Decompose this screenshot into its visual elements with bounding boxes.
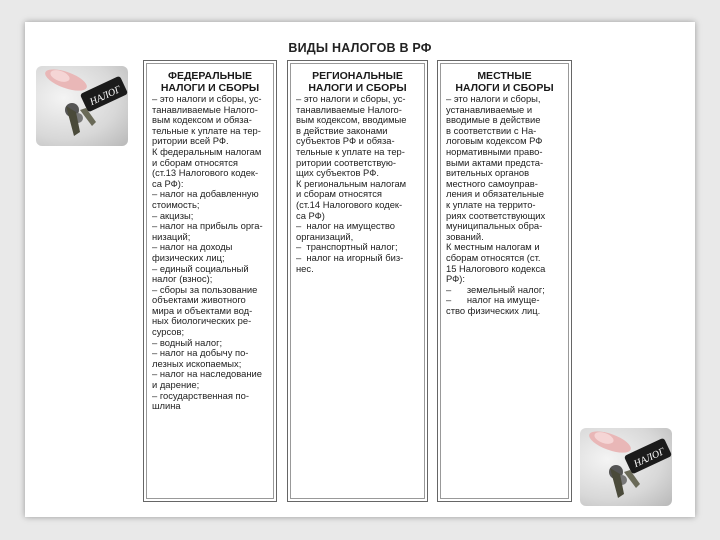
federal-taxes-heading: ФЕДЕРАЛЬНЫЕ НАЛОГИ И СБОРЫ bbox=[160, 70, 260, 94]
text-line: и дарение; bbox=[152, 379, 200, 391]
page-title: ВИДЫ НАЛОГОВ В РФ bbox=[288, 41, 432, 55]
text-line: риях соответствующих bbox=[446, 209, 546, 221]
text-line: низаций; bbox=[152, 230, 191, 242]
federal-taxes-column bbox=[143, 60, 277, 502]
local-taxes-text bbox=[446, 94, 563, 316]
text-line: – налог на игорный биз- bbox=[296, 251, 404, 263]
text-line: К региональным налогам bbox=[296, 177, 407, 189]
text-line: – сборы за пользование bbox=[152, 283, 258, 295]
text-line: выми актами предста- bbox=[446, 156, 544, 168]
text-line: тельные к уплате на тер- bbox=[296, 145, 405, 157]
text-line: щих субъектов РФ. bbox=[296, 167, 379, 179]
text-line: ство физических лиц. bbox=[446, 304, 541, 316]
text-line: и сборам относятся bbox=[152, 156, 238, 168]
text-line: танавливаемые Налого- bbox=[152, 103, 258, 115]
text-line: – это налоги и сборы, ус- bbox=[296, 93, 406, 104]
text-line: – налог на наследование bbox=[152, 368, 262, 380]
text-line: вым кодексом, вводимые bbox=[296, 114, 407, 126]
text-line: ритории соответствую- bbox=[296, 156, 397, 168]
regional-taxes-heading: РЕГИОНАЛЬНЫЕ НАЛОГИ И СБОРЫ bbox=[308, 70, 407, 94]
text-line: вительных органов bbox=[446, 167, 530, 179]
text-line: вводимые в действие bbox=[446, 114, 541, 126]
regional-taxes-text bbox=[296, 94, 419, 274]
text-line: са РФ) bbox=[296, 209, 325, 221]
text-line: са РФ): bbox=[152, 177, 184, 189]
text-line: К федеральным налогам bbox=[152, 145, 262, 157]
tax-keychain-image bbox=[36, 66, 128, 146]
text-line: устанавливаемые и bbox=[446, 103, 533, 115]
text-line: объектами животного bbox=[152, 294, 246, 306]
text-line: ритории всей РФ. bbox=[152, 135, 229, 147]
text-line: – земельный налог; bbox=[446, 283, 545, 295]
text-line: – акцизы; bbox=[152, 209, 194, 221]
text-line: местного самоуправ- bbox=[446, 177, 538, 189]
text-line: шлина bbox=[152, 400, 181, 412]
text-line: лезных ископаемых; bbox=[152, 357, 242, 369]
text-line: – налог на добавленную bbox=[152, 188, 259, 200]
local-taxes-column bbox=[437, 60, 572, 502]
text-line: физических лиц; bbox=[152, 251, 225, 263]
text-line: – водный налог; bbox=[152, 336, 223, 348]
text-line: – налог на прибыль орга- bbox=[152, 220, 263, 232]
text-line: 15 Налогового кодекса bbox=[446, 262, 546, 274]
text-line: (ст.14 Налогового кодек- bbox=[296, 198, 403, 210]
text-line: – налог на имуще- bbox=[446, 294, 540, 306]
text-line: тельные к уплате на тер- bbox=[152, 124, 261, 136]
text-line: нормативными право- bbox=[446, 145, 543, 157]
text-line: сурсов; bbox=[152, 326, 185, 338]
federal-taxes-text bbox=[152, 94, 268, 412]
text-line: субъектов РФ и обяза- bbox=[296, 135, 395, 147]
text-line: мира и объектами вод- bbox=[152, 304, 253, 316]
text-line: к уплате на террито- bbox=[446, 198, 536, 210]
text-line: ных биологических ре- bbox=[152, 315, 252, 327]
text-line: ления и обязательные bbox=[446, 188, 544, 200]
text-line: – налог на добычу по- bbox=[152, 347, 249, 359]
text-line: К местным налогам и bbox=[446, 241, 540, 253]
text-line: налог (взнос); bbox=[152, 273, 213, 285]
local-taxes-heading: МЕСТНЫЕ НАЛОГИ И СБОРЫ bbox=[455, 70, 554, 94]
text-line: нес. bbox=[296, 262, 314, 274]
text-line: – единый социальный bbox=[152, 262, 249, 274]
text-line: – налог на доходы bbox=[152, 241, 233, 253]
text-line: в соответствии с На- bbox=[446, 124, 537, 136]
text-line: – государственная по- bbox=[152, 389, 249, 401]
badge-text-duplicate: НАЛОГ bbox=[632, 446, 667, 471]
text-line: организаций, bbox=[296, 230, 354, 242]
regional-taxes-column bbox=[287, 60, 428, 502]
text-line: танавливаемые Налого- bbox=[296, 103, 402, 115]
text-line: логовым кодексом РФ bbox=[446, 135, 543, 147]
text-line: в действие законами bbox=[296, 124, 388, 136]
text-line: стоимость; bbox=[152, 198, 200, 210]
text-line: и сборам относятся bbox=[296, 188, 382, 200]
text-line: вым кодексом и обяза- bbox=[152, 114, 252, 126]
text-line: – это налоги и сборы, ус- bbox=[152, 93, 262, 104]
text-line: (ст.13 Налогового кодек- bbox=[152, 167, 259, 179]
text-line: муниципальных обра- bbox=[446, 220, 543, 232]
text-line: РФ): bbox=[446, 273, 466, 285]
text-line: зований. bbox=[446, 230, 484, 242]
text-line: – это налоги и сборы, bbox=[446, 93, 541, 104]
badge-text: НАЛОГ bbox=[88, 84, 123, 109]
tax-keychain-image-duplicate bbox=[580, 428, 672, 506]
text-line: – налог на имущество bbox=[296, 220, 395, 232]
text-line: – транспортный налог; bbox=[296, 241, 398, 253]
text-line: сборам относятся (ст. bbox=[446, 251, 541, 263]
